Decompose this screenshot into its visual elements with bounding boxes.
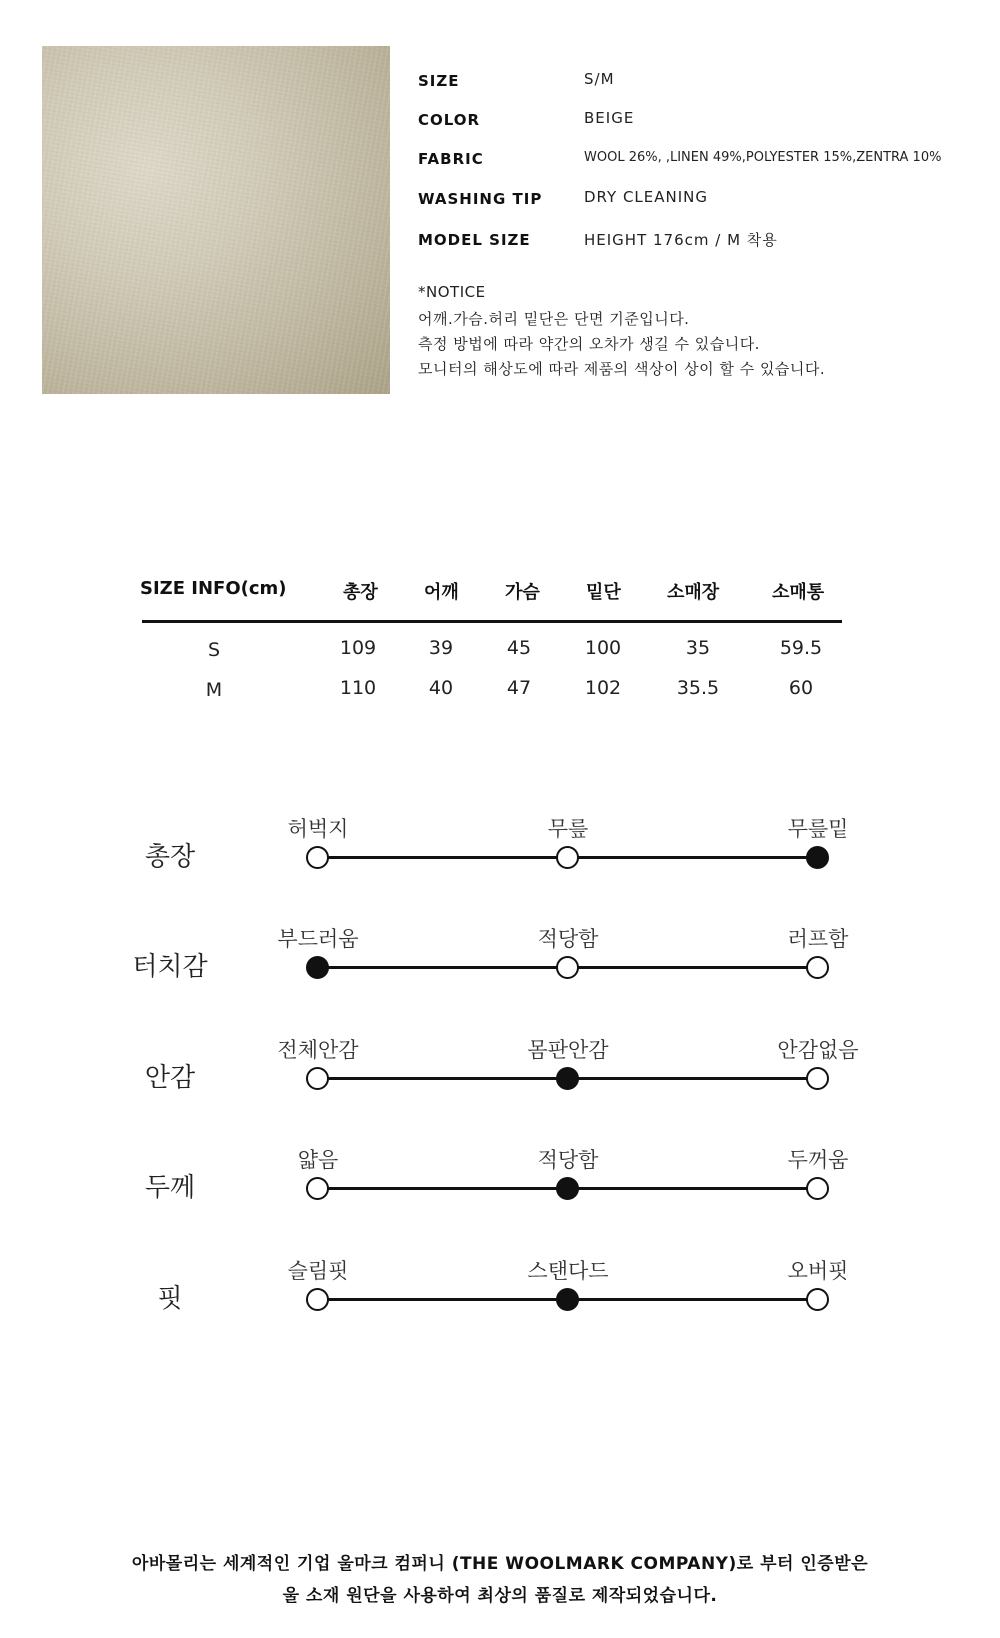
table-cell: 59.5 [779,637,823,659]
scale-option-label: 무릎 [547,817,589,841]
scale-option-label: 적당함 [537,927,599,951]
scale-dot [306,1177,329,1200]
scale-option-label: 전체안감 [277,1038,359,1062]
scale-option-label: 안감없음 [777,1038,859,1062]
spec-label-washing-tip: WASHING TIP [418,190,543,208]
scale-option-label: 허벅지 [287,817,349,841]
scale-dot [806,1067,829,1090]
notice-title: *NOTICE [418,283,486,301]
size-table-header: 가슴 [505,582,540,603]
scale-dot-selected [806,846,829,869]
size-table-divider [142,620,842,623]
scale-option-label: 스탠다드 [527,1259,609,1283]
scale-dot [306,1288,329,1311]
scale-dot [806,1288,829,1311]
spec-value-color: BEIGE [584,109,635,127]
scale-label: 핏 [157,1284,183,1314]
table-cell: 47 [506,677,532,699]
scale-dot-selected [556,1288,579,1311]
scale-label: 터치감 [132,952,208,982]
scale-dot [306,1067,329,1090]
spec-label-color: COLOR [418,111,481,129]
size-table-header: 밑단 [586,582,621,603]
notice-line: 어깨.가슴.허리 밑단은 단면 기준입니다. [418,310,690,328]
scale-option-label: 두꺼움 [787,1148,849,1172]
spec-value-size: S/M [584,70,615,88]
scale-dot [806,956,829,979]
spec-label-fabric: FABRIC [418,150,484,168]
size-table-header: 어깨 [424,582,459,603]
scale-dot-selected [556,1067,579,1090]
scale-dot [556,956,579,979]
size-table-header: 총장 [343,582,378,603]
notice-line: 측정 방법에 따라 약간의 오차가 생길 수 있습니다. [418,335,760,353]
spec-value-model-size: HEIGHT 176cm / M 착용 [584,231,778,249]
size-table-header-title: SIZE INFO(cm) [140,578,287,599]
table-cell: 109 [339,637,377,659]
fabric-swatch-image [42,46,390,394]
scale-option-label: 적당함 [537,1148,599,1172]
table-cell: 35 [685,637,711,659]
table-cell: 45 [506,637,532,659]
scale-option-label: 부드러움 [277,927,359,951]
scale-option-label: 몸판안감 [527,1038,609,1062]
scale-option-label: 얇음 [297,1148,339,1172]
spec-value-washing-tip: DRY CLEANING [584,188,709,206]
scale-label: 안감 [144,1063,196,1093]
scale-label: 총장 [144,842,196,872]
spec-value-fabric: WOOL 26%, ,LINEN 49%,POLYESTER 15%,ZENTRA 10% [584,150,942,165]
table-cell: 110 [339,677,377,699]
size-table-header: 소매통 [772,582,825,603]
table-cell-size: M [205,679,223,701]
scale-option-label: 무릎밑 [787,817,849,841]
scale-option-label: 오버핏 [787,1259,849,1283]
table-cell: 39 [428,637,454,659]
scale-option-label: 슬림핏 [287,1259,349,1283]
spec-label-size: SIZE [418,72,460,90]
table-cell: 40 [428,677,454,699]
scale-dot [556,846,579,869]
size-table-header: 소매장 [667,582,720,603]
scale-dot [306,846,329,869]
table-cell-size: S [207,639,221,661]
scale-dot-selected [306,956,329,979]
scale-dot [806,1177,829,1200]
table-cell: 100 [584,637,622,659]
table-cell: 102 [584,677,622,699]
scale-option-label: 러프함 [787,927,849,951]
footer-text-line: 울 소재 원단을 사용하여 최상의 품질로 제작되었습니다. [282,1586,718,1606]
table-cell: 60 [788,677,814,699]
scale-label: 두께 [144,1173,196,1203]
table-cell: 35.5 [676,677,720,699]
footer-text-line: 아바몰리는 세계적인 기업 울마크 컴퍼니 (THE WOOLMARK COMPANY)로 부터 인증받은 [131,1554,869,1574]
spec-label-model-size: MODEL SIZE [418,231,531,249]
scale-dot-selected [556,1177,579,1200]
notice-line: 모니터의 해상도에 따라 제품의 색상이 상이 할 수 있습니다. [418,360,826,378]
